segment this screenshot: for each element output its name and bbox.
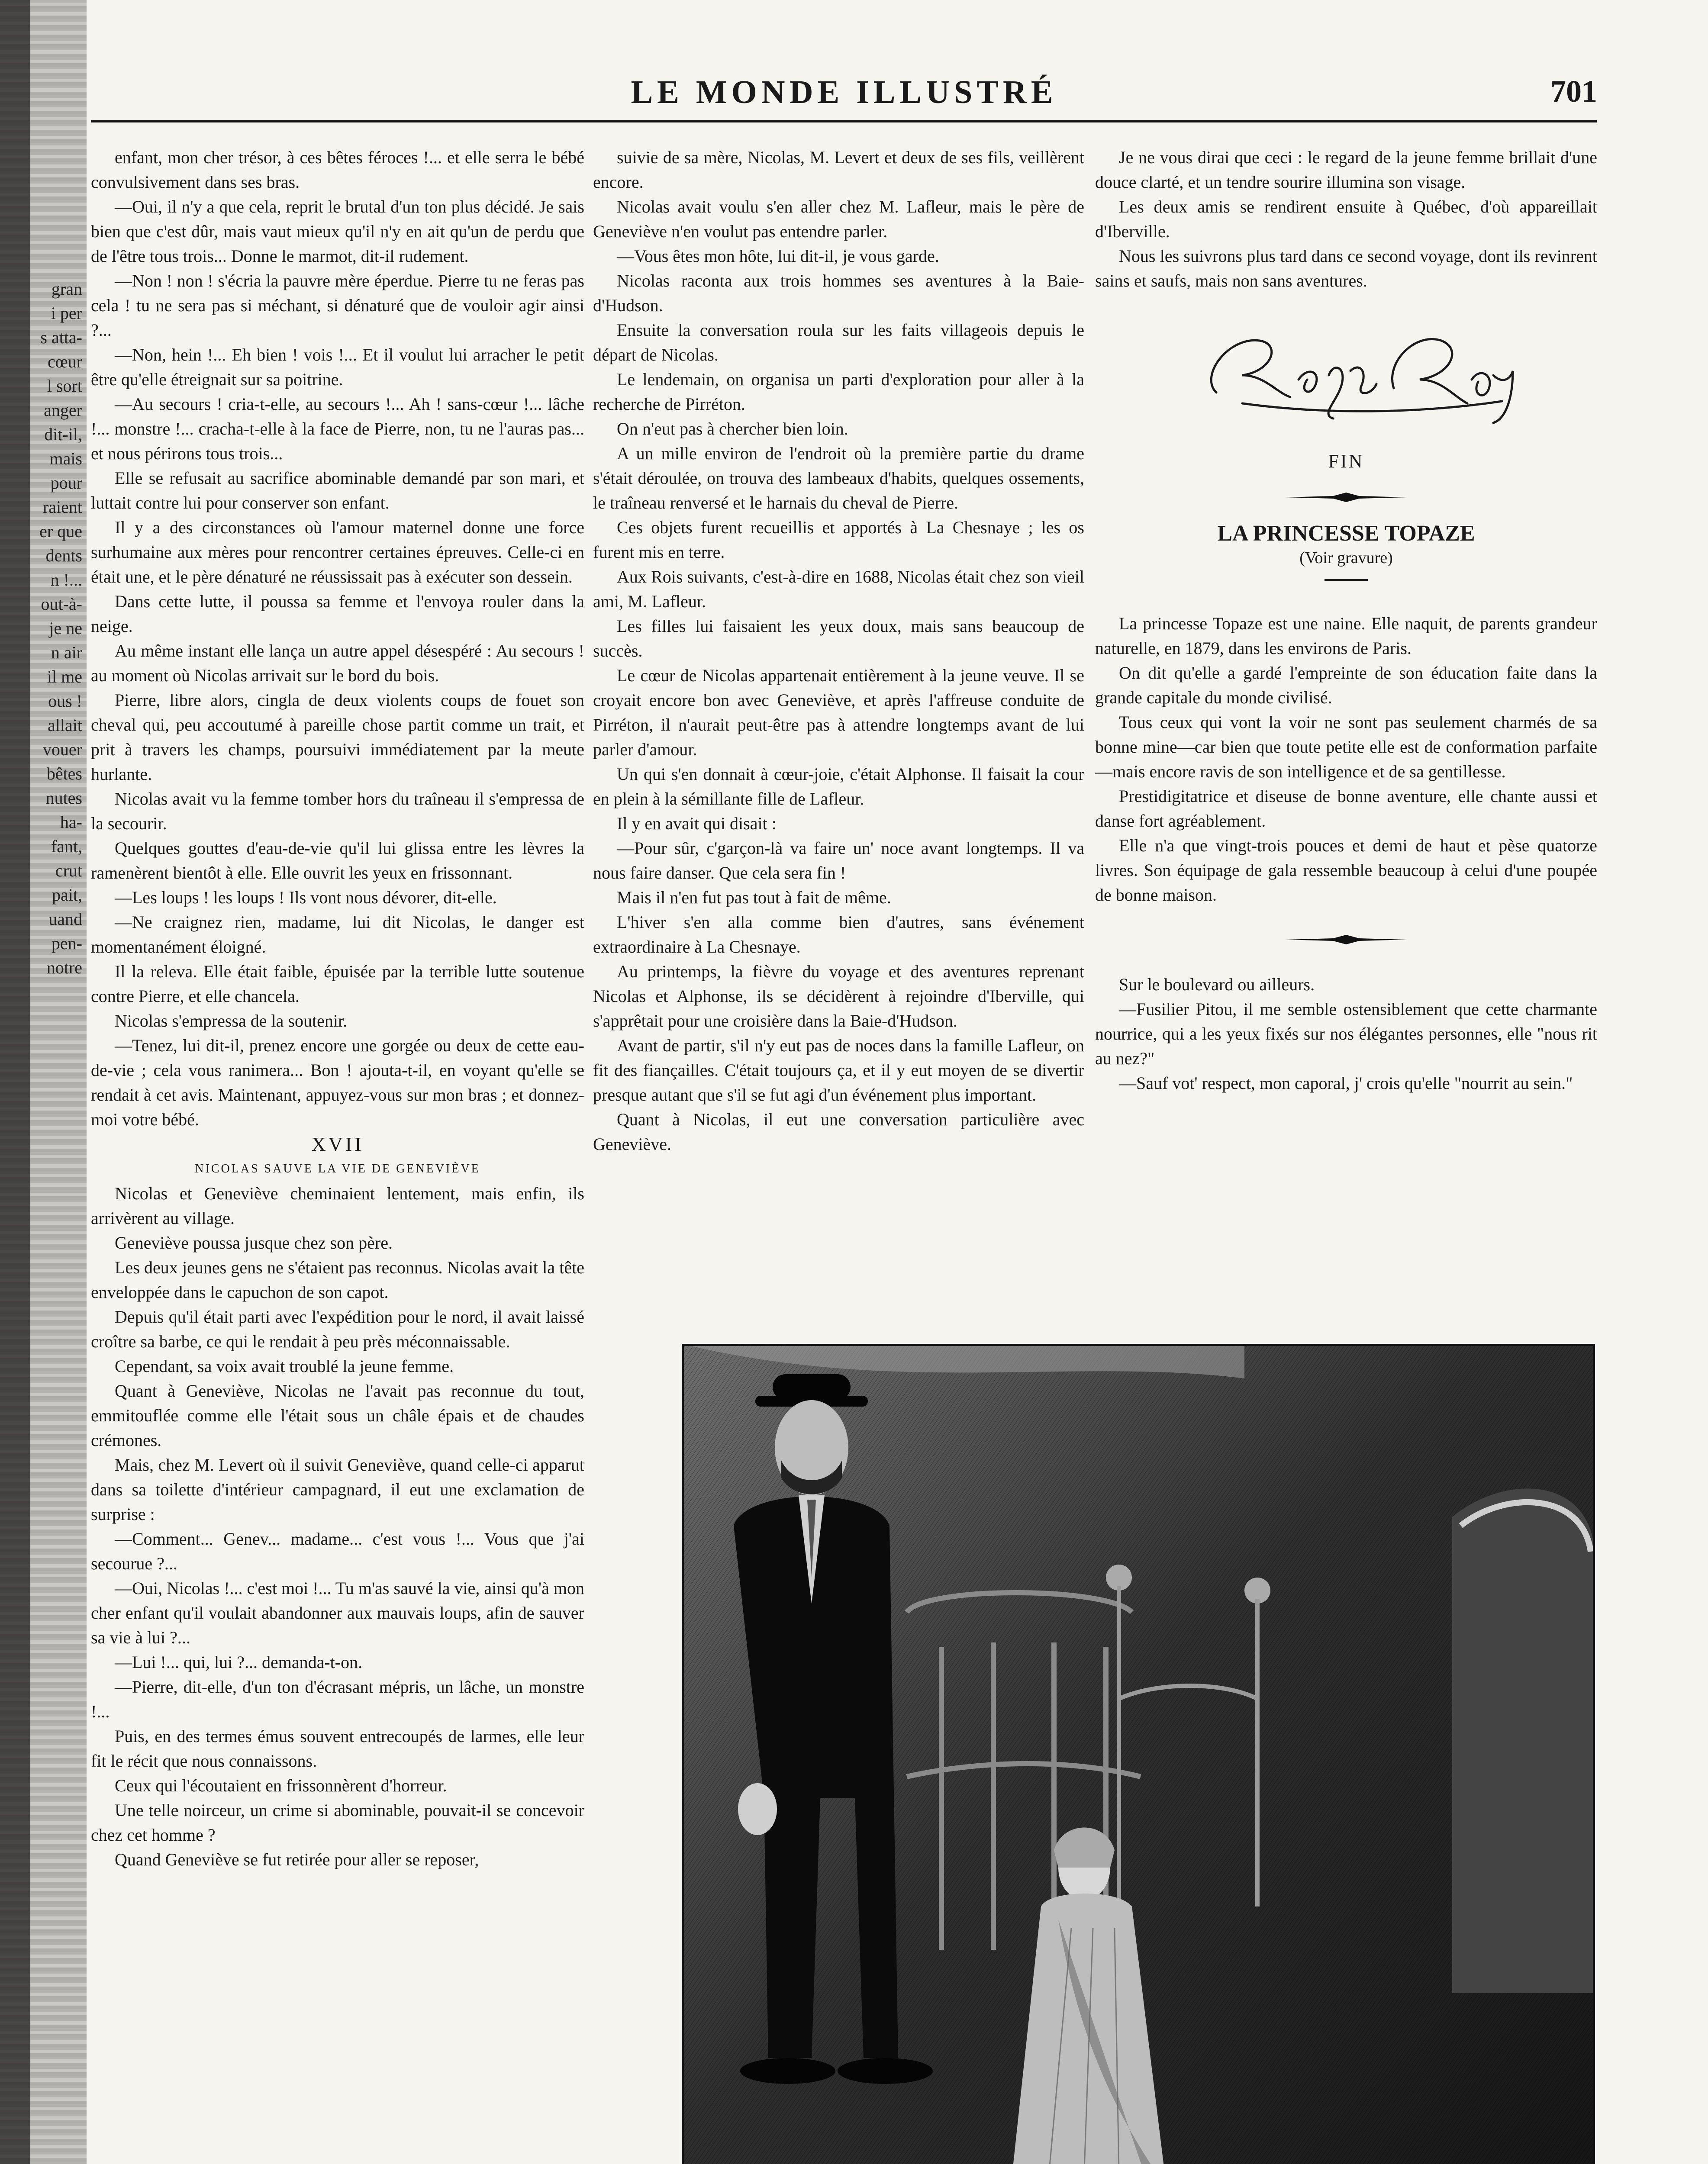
paragraph: Geneviève poussa jusque chez son père. [115, 1233, 393, 1253]
princess-article [1095, 611, 1597, 907]
paragraph: On dit qu'elle a gardé l'empreinte de son éducation faite dans la grande capitale du monde civilisé. [1095, 663, 1597, 707]
paragraph: —Non ! non ! s'écria la pauvre mère éperdue. Pierre tu ne feras pas cela ! tu ne sera pas si méchant, si dénaturé que de vouloir agir ainsi ?... [91, 271, 584, 340]
fragment-text: mais [49, 449, 82, 468]
paragraph: —Lui !... qui, lui ?... demanda-t-on. [115, 1652, 363, 1672]
paragraph: Puis, en des termes émus souvent entrecoupés de larmes, elle leur fit le récit que nous connaissons. [91, 1726, 584, 1771]
paragraph: Aux Rois suivants, c'est-à-dire en 1688, Nicolas était chez son vieil ami, M. Lafleur. [593, 567, 1084, 611]
fragment-text: dents [45, 546, 82, 565]
chapter-title: NICOLAS SAUVE LA VIE DE GENEVIÈVE [195, 1162, 480, 1175]
journal-title: LE MONDE ILLUSTRÉ [631, 74, 1057, 110]
story-text-part-3 [593, 145, 1084, 1156]
fin-label: FIN [1328, 451, 1364, 472]
fragment-text: bêtes [46, 764, 82, 783]
fragment-text: gran [51, 279, 82, 299]
fragment-text: ous ! [48, 691, 82, 711]
column-3 [1095, 145, 1597, 1095]
column-1 [91, 145, 584, 1872]
paragraph: —Oui, il n'y a que cela, reprit le brutal d'un ton plus décidé. Je sais bien que c'est dûr, mais vaut mieux qu'il n'y en ait qu'un de perdu que de l'être tous trois... Donne le marmot, dit-il rudement. [91, 197, 584, 266]
paragraph: Nicolas raconta aux trois hommes ses aventures à la Baie-d'Hudson. [593, 271, 1084, 315]
author-signature [1095, 310, 1597, 440]
paragraph: —Non, hein !... Eh bien ! vois !... Et il voulut lui arracher le petit être qu'elle étreignait sur sa poitrine. [91, 345, 584, 389]
story-text-part-1 [91, 145, 584, 1132]
paragraph: Ceux qui l'écoutaient en frissonnèrent d'horreur. [115, 1776, 447, 1795]
fragment-text: il me [47, 667, 82, 686]
paragraph: Mais, chez M. Levert où il suivit Geneviève, quand celle-ci apparut dans sa toilette d'intérieur campagnard, il eut une exclamation de surprise : [91, 1455, 584, 1524]
story-text-part-2 [91, 1181, 584, 1872]
paragraph: Dans cette lutte, il poussa sa femme et l'envoya rouler dans la neige. [91, 592, 584, 636]
paragraph: Le cœur de Nicolas appartenait entièrement à la jeune veuve. Il se croyait encore bon avec Geneviève, et après l'affreuse conduite de Pirréton, il n'aurait peut-être pas à attendre longtemps avant de lui parler d'amour. [593, 666, 1084, 759]
paragraph: Tous ceux qui vont la voir ne sont pas seulement charmés de sa bonne mine—car bien que toute petite elle est de conformation parfaite—mais encore ravis de son intelligence et de sa gentillesse. [1095, 712, 1597, 781]
paragraph: Quelques gouttes d'eau-de-vie qu'il lui glissa entre les lèvres la ramenèrent bientôt à elle. Elle ouvrit les yeux en frissonnant. [91, 838, 584, 882]
paragraph: Au printemps, la fièvre du voyage et des aventures reprenant Nicolas et Alphonse, ils se décidèrent à rejoindre d'Iberville, qui s'apprêtait pour une croisière dans la Baie-d'Hudson. [593, 962, 1084, 1030]
paragraph: Un qui s'en donnait à cœur-joie, c'était Alphonse. Il faisait la cour en plein à la sémillante fille de Lafleur. [593, 764, 1084, 808]
paragraph: Quant à Nicolas, il eut une conversation particulière avec Geneviève. [593, 1110, 1084, 1154]
column-2 [593, 145, 1084, 1156]
fragment-text: dit-il, [44, 425, 82, 444]
masthead [91, 74, 1597, 121]
paragraph: On n'eut pas à chercher bien loin. [617, 419, 848, 438]
paragraph: L'hiver s'en alla comme bien d'autres, sans événement extraordinaire à La Chesnaye. [593, 912, 1084, 956]
divider-ornament [1095, 491, 1597, 508]
fragment-text: vouer [42, 740, 82, 759]
paragraph: Quant à Geneviève, Nicolas ne l'avait pas reconnue du tout, emmitouflée comme elle l'était sous un châle épais et de chaudes crémones. [91, 1381, 584, 1450]
short-rule [1325, 579, 1368, 581]
paragraph: —Fusilier Pitou, il me semble ostensiblement que cette charmante nourrice, qui a les yeux fixés sur nos élégantes personnes, elle "nous rit au nez?" [1095, 999, 1597, 1068]
paragraph: Elle se refusait au sacrifice abominable demandé par son mari, et luttait contre lui pour conserver son enfant. [91, 468, 584, 512]
paragraph: La princesse Topaze est une naine. Elle naquit, de parents grandeur naturelle, en 1879, dans les environs de Paris. [1095, 614, 1597, 658]
paragraph: enfant, mon cher trésor, à ces bêtes féroces !... et elle serra le bébé convulsivement dans ses bras. [91, 148, 584, 192]
paragraph: Nicolas et Geneviève cheminaient lentement, mais enfin, ils arrivèrent au village. [91, 1184, 584, 1228]
paragraph: Le lendemain, on organisa un parti d'exploration pour aller à la recherche de Pirréton. [593, 370, 1084, 414]
paragraph: Elle n'a que vingt-trois pouces et demi de haut et pèse quatorze livres. Son équipage de gala ressemble beaucoup à celui d'une poupée de bonne maison. [1095, 836, 1597, 905]
paragraph: Avant de partir, s'il n'y eut pas de noces dans la famille Lafleur, on fit des fiançailles. C'était toujours ça, et il y eut moyen de se divertir presque autant que s'il se fut agi d'un événement plus important. [593, 1036, 1084, 1105]
section-subtitle: (Voir gravure) [1299, 549, 1393, 567]
paragraph: Nous les suivrons plus tard dans ce second voyage, dont ils revinrent sains et saufs, mais non sans aventures. [1095, 246, 1597, 290]
fragment-text: n air [51, 643, 82, 662]
engraving-illustration [682, 1344, 1595, 2164]
fragment-text: raient [42, 497, 82, 517]
paragraph: —Pour sûr, c'garçon-là va faire un' noce avant longtemps. Il va nous faire danser. Que cela sera fin ! [593, 838, 1084, 882]
fragment-text: pour [50, 473, 82, 493]
fragment-text: i per [51, 303, 82, 323]
paragraph: —Ne craignez rien, madame, lui dit Nicolas, le danger est momentanément éloigné. [91, 912, 584, 956]
paragraph: —Sauf vot' respect, mon caporal, j' crois qu'elle "nourrit au sein." [1119, 1073, 1573, 1093]
fragment-text: out-à- [41, 594, 82, 614]
facing-page-fragments [0, 277, 87, 1446]
fragment-text: l sort [47, 376, 82, 396]
chapter-number: XVII [311, 1133, 364, 1155]
paragraph: Ensuite la conversation roula sur les faits villageois depuis le départ de Nicolas. [593, 320, 1084, 364]
paragraph: Sur le boulevard ou ailleurs. [1119, 975, 1315, 994]
paragraph: suivie de sa mère, Nicolas, M. Levert et deux de ses fils, veillèrent encore. [593, 148, 1084, 192]
divider-ornament-2 [1095, 933, 1597, 950]
paragraph: Il y en avait qui disait : [617, 814, 777, 833]
paragraph: Les filles lui faisaient les yeux doux, mais sans beaucoup de succès. [593, 616, 1084, 660]
paragraph: Les deux jeunes gens ne s'étaient pas reconnus. Nicolas avait la tête enveloppée dans le capuchon de son capot. [91, 1258, 584, 1302]
paragraph: Je ne vous dirai que ceci : le regard de la jeune femme brillait d'une douce clarté, et un tendre sourire illumina son visage. [1095, 148, 1597, 192]
fragment-text: je ne [49, 618, 82, 638]
fragment-text: uand [48, 909, 82, 929]
paragraph: Il y a des circonstances où l'amour maternel donne une force surhumaine aux mères pour rencontrer certaines épreuves. Celle-ci en était une, et le père dénaturé ne réussissait pas à exécuter son dessein. [91, 518, 584, 586]
fragment-text: nutes [45, 788, 82, 808]
fragment-text: n !... [50, 570, 82, 589]
paragraph: —Pierre, dit-elle, d'un ton d'écrasant mépris, un lâche, un monstre !... [91, 1677, 584, 1721]
fragment-text: er que [39, 522, 82, 541]
paragraph: Pierre, libre alors, cingla de deux violents coups de fouet son cheval qui, peu accoutumé à pareille chose partit comme un trait, et prit à travers les champs, poursuivi immédiatement par la meute hurlante. [91, 690, 584, 784]
paragraph: —Comment... Genev... madame... c'est vous !... Vous que j'ai secourue ?... [91, 1529, 584, 1573]
masthead-rule [91, 120, 1597, 122]
paragraph: Ces objets furent recueillis et apportés à La Chesnaye ; les os furent mis en terre. [593, 518, 1084, 562]
fragment-text: notre [46, 958, 82, 977]
paragraph: —Au secours ! cria-t-elle, au secours !... Ah ! sans-cœur !... lâche !... monstre !... cracha-t-elle à la face de Pierre, non, tu ne l'auras pas... et nous périrons tous trois... [91, 394, 584, 463]
anecdote [1095, 972, 1597, 1095]
paragraph: —Les loups ! les loups ! Ils vont nous dévorer, dit-elle. [115, 888, 497, 907]
fragment-text: crut [55, 861, 82, 880]
paragraph: Au même instant elle lança un autre appel désespéré : Au secours ! au moment où Nicolas arrivait sur le bord du bois. [91, 641, 584, 685]
paragraph: Mais il n'en fut pas tout à fait de même. [617, 888, 891, 907]
paragraph: Prestidigitatrice et diseuse de bonne aventure, elle chante aussi et danse fort agréablement. [1095, 786, 1597, 831]
fragment-text: allait [48, 715, 82, 735]
fragment-text: pait, [52, 885, 82, 905]
paragraph: Nicolas avait vu la femme tomber hors du traîneau il s'empressa de la secourir. [91, 789, 584, 833]
signature-flourish-icon [1190, 310, 1519, 432]
fragment-text: cœur [48, 352, 82, 371]
paragraph: Nicolas avait voulu s'en aller chez M. Lafleur, mais le père de Geneviève n'en voulut pas entendre parler. [593, 197, 1084, 241]
section-title: LA PRINCESSE TOPAZE [1217, 521, 1475, 546]
paragraph: A un mille environ de l'endroit où la première partie du drame s'était déroulée, on trouva des lambeaux d'habits, quelques ossements, le traîneau renversé et le harnais du cheval de Pierre. [593, 444, 1084, 512]
paragraph: Quand Geneviève se fut retirée pour aller se reposer, [115, 1850, 479, 1869]
fragment-text: fant, [51, 837, 82, 856]
paragraph: Les deux amis se rendirent ensuite à Québec, d'où appareillait d'Iberville. [1095, 197, 1597, 241]
paragraph: Cependant, sa voix avait troublé la jeune femme. [115, 1356, 454, 1376]
page-number: 701 [1550, 74, 1597, 109]
paragraph: Il la releva. Elle était faible, épuisée par la terrible lutte soutenue contre Pierre, et elle chancela. [91, 962, 584, 1006]
fragment-text: pen- [51, 934, 82, 953]
paragraph: Une telle noirceur, un crime si abominable, pouvait-il se concevoir chez cet homme ? [91, 1800, 584, 1845]
fragment-text: ha- [60, 812, 82, 832]
paragraph: Depuis qu'il était parti avec l'expédition pour le nord, il avait laissé croître sa barbe, ce qui le rendait à peu près méconnaissable. [91, 1307, 584, 1351]
fragment-text: anger [44, 400, 82, 420]
ornament-icon [1281, 933, 1411, 946]
story-ending [1095, 145, 1597, 293]
paragraph: —Oui, Nicolas !... c'est moi !... Tu m'as sauvé la vie, ainsi qu'à mon cher enfant qu'il voulait abandonner aux mauvais loups, afin de sauver sa vie à lui ?... [91, 1578, 584, 1647]
paragraph: Nicolas s'empressa de la soutenir. [115, 1011, 348, 1030]
ornament-icon [1281, 491, 1411, 504]
fragment-text: s atta- [40, 328, 82, 347]
princess-engraving-icon [682, 1344, 1595, 2164]
paragraph: —Vous êtes mon hôte, lui dit-il, je vous garde. [617, 246, 939, 266]
paragraph: —Tenez, lui dit-il, prenez encore une gorgée ou deux de cette eau-de-vie ; cela vous ranimera... Bon ! ajouta-t-il, en voyant qu'elle se rendait à cet avis. Maintenant, appuyez-vous sur mon bras ; et donnez-moi votre bébé. [91, 1036, 584, 1129]
